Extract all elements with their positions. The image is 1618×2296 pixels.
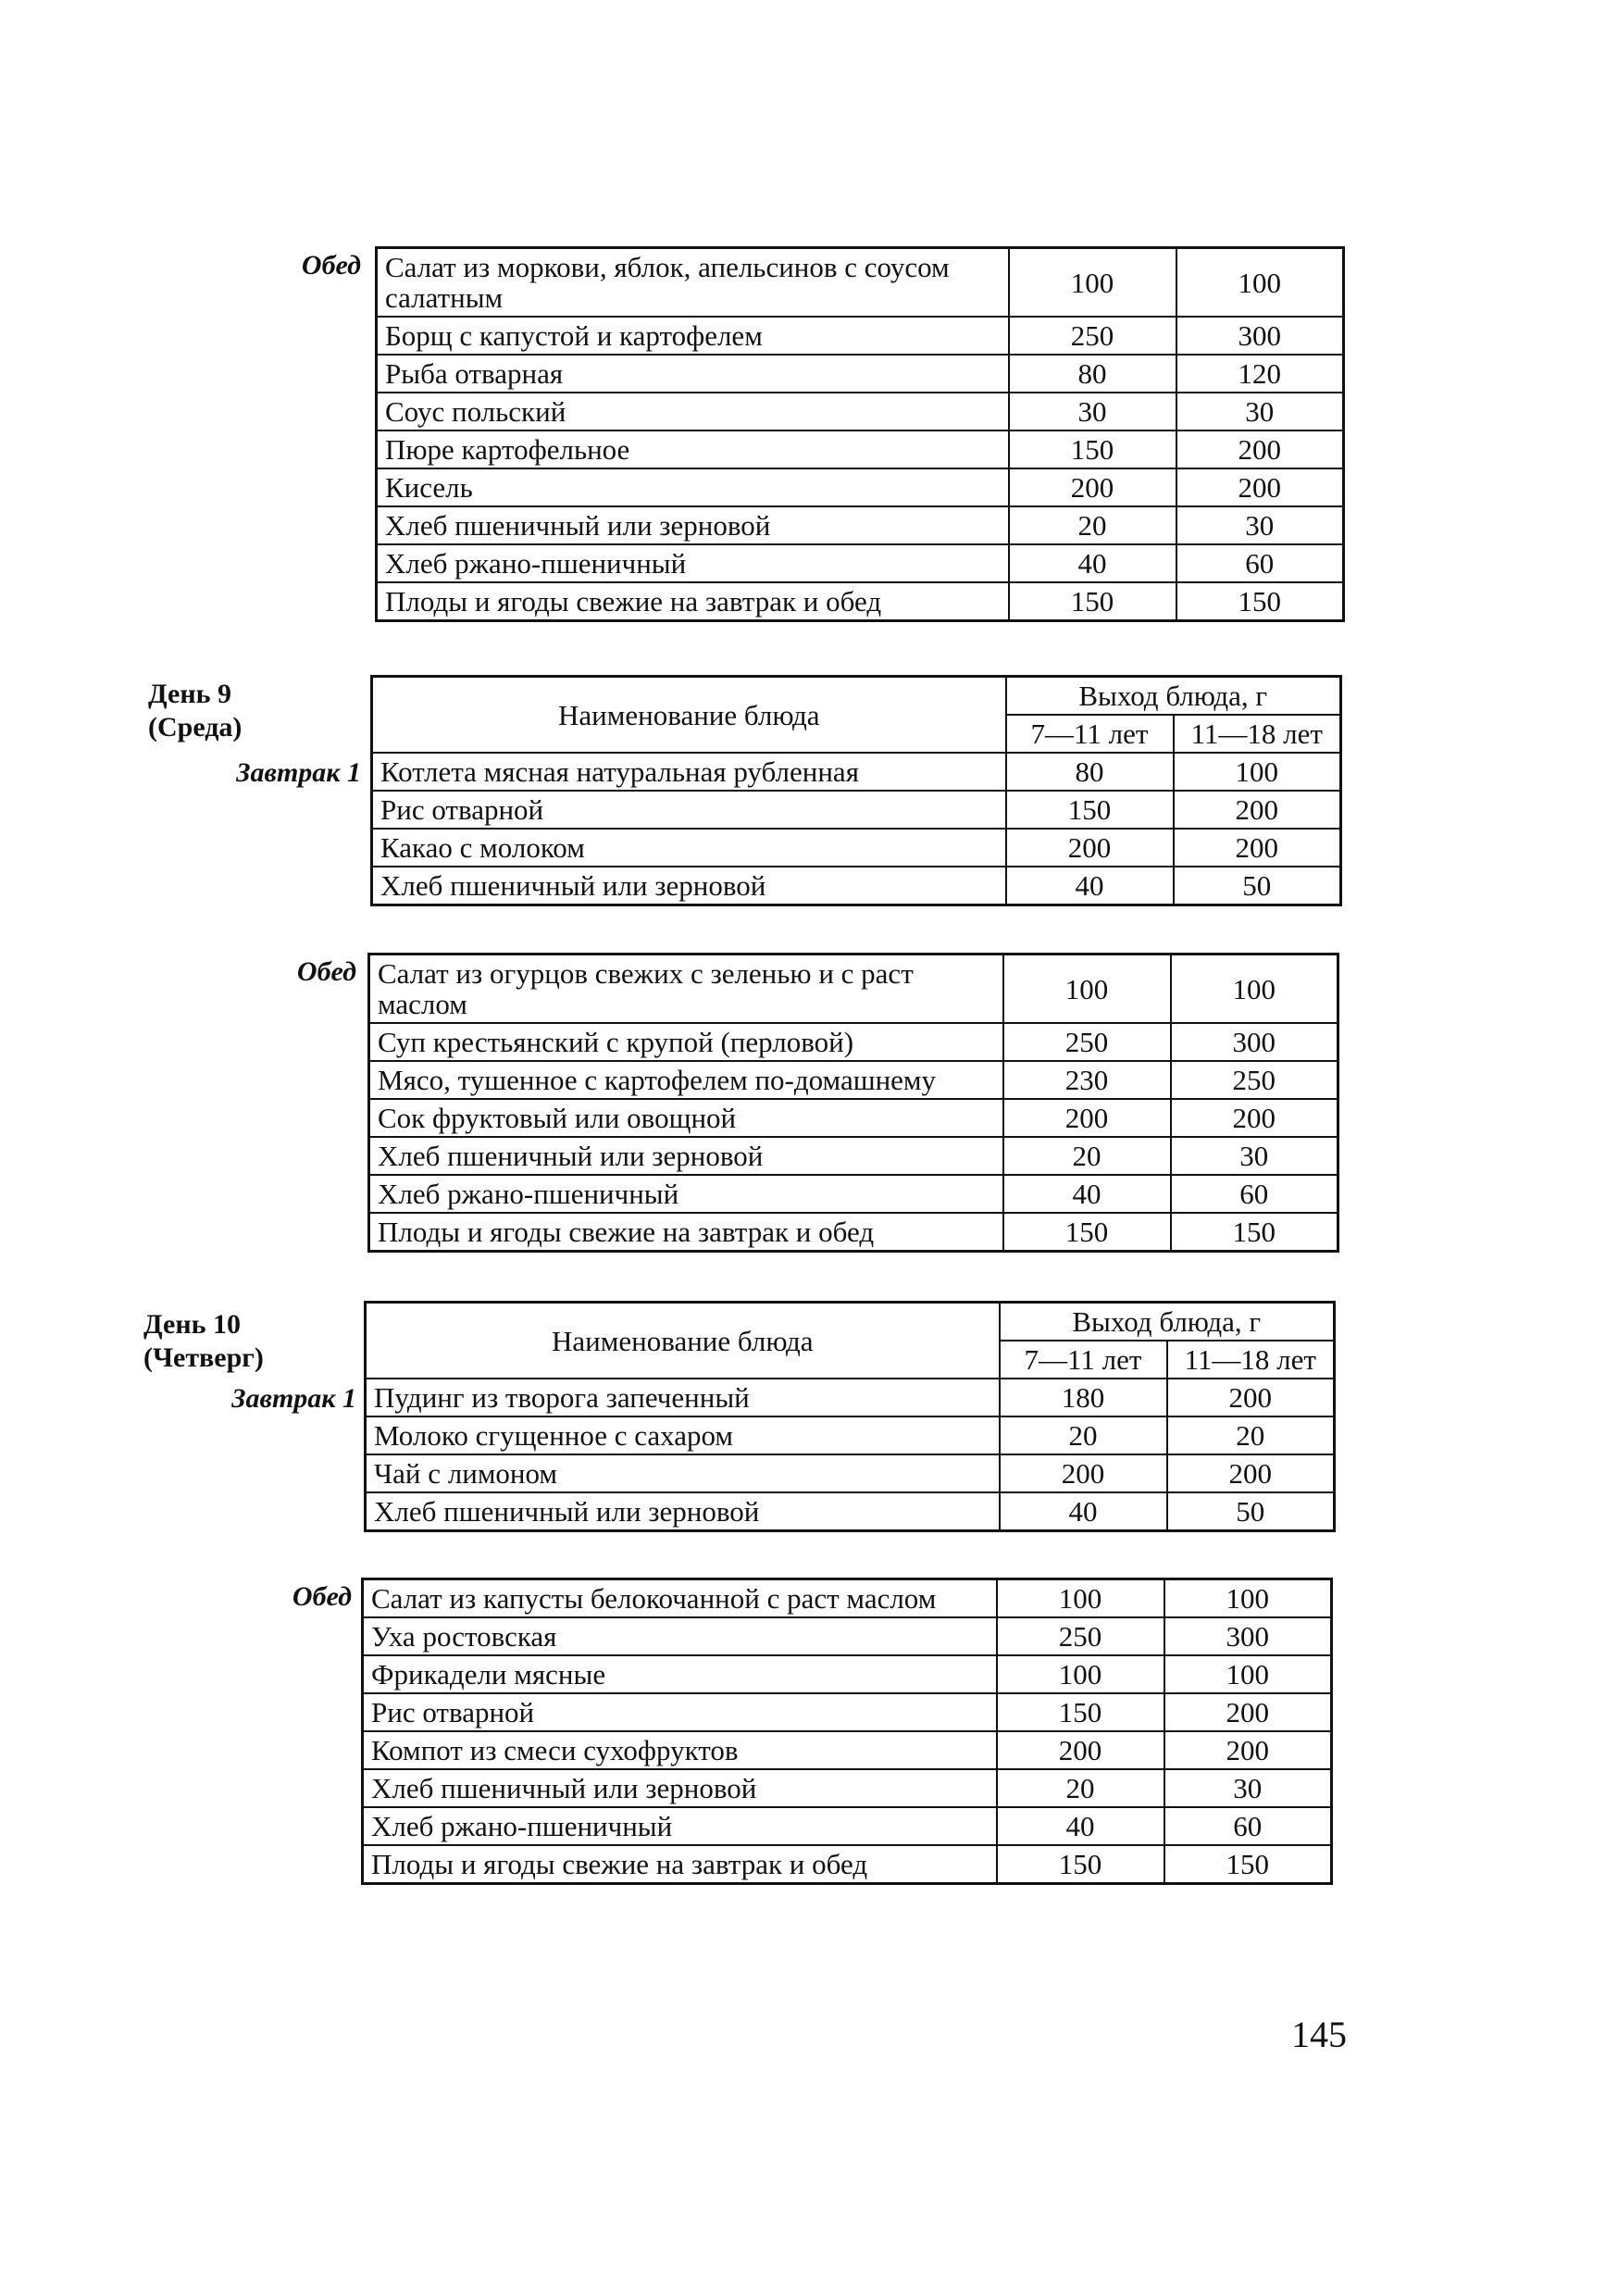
table-row [363, 1655, 1332, 1693]
day-label-9 [148, 678, 242, 744]
table-row [377, 506, 1344, 544]
yield-7-11: 80 [1009, 355, 1176, 393]
yield-11-18: 300 [1176, 317, 1344, 355]
yield-11-18: 200 [1176, 468, 1344, 506]
yield-7-11: 40 [1003, 1175, 1171, 1213]
table-row [372, 867, 1341, 905]
table-row [369, 1061, 1338, 1099]
table-row [377, 248, 1344, 318]
yield-11-18: 30 [1176, 393, 1344, 430]
dish-name: Рыба отварная [377, 355, 1009, 393]
yield-11-18: 300 [1171, 1023, 1338, 1061]
dish-name: Рис отварной [372, 791, 1006, 829]
yield-11-18: 120 [1176, 355, 1344, 393]
table-row [363, 1769, 1332, 1807]
yield-7-11: 30 [1009, 393, 1176, 430]
table-row [377, 317, 1344, 355]
weekday: (Четверг) [143, 1342, 264, 1373]
menu-table-lunch-10 [361, 1578, 1333, 1885]
yield-7-11: 200 [1003, 1099, 1171, 1137]
table-row [366, 1416, 1335, 1454]
yield-11-18: 100 [1164, 1579, 1332, 1618]
dish-name: Салат из моркови, яблок, апельсинов с соусом салатным [377, 248, 1009, 318]
yield-7-11: 80 [1006, 753, 1174, 791]
yield-7-11: 40 [1006, 867, 1174, 905]
yield-7-11: 100 [997, 1655, 1164, 1693]
yield-11-18: 250 [1171, 1061, 1338, 1099]
dish-name: Суп крестьянский с крупой (перловой) [369, 1023, 1003, 1061]
dish-name: Плоды и ягоды свежие на завтрак и обед [377, 582, 1009, 621]
section-label-breakfast: Завтрак 1 [236, 757, 361, 788]
yield-7-11: 40 [1009, 544, 1176, 582]
dish-name: Уха ростовская [363, 1617, 997, 1655]
yield-11-18: 50 [1167, 1492, 1335, 1531]
yield-7-11: 150 [1009, 582, 1176, 621]
dish-name: Хлеб пшеничный или зерновой [372, 867, 1006, 905]
dish-name: Салат из капусты белокочанной с раст маслом [363, 1579, 997, 1618]
yield-11-18: 150 [1171, 1213, 1338, 1252]
yield-11-18: 200 [1176, 430, 1344, 468]
yield-7-11: 200 [997, 1731, 1164, 1769]
dish-name: Соус польский [377, 393, 1009, 430]
menu-table-breakfast-9 [370, 675, 1342, 906]
yield-11-18: 50 [1174, 867, 1341, 905]
table-row [372, 829, 1341, 867]
yield-7-11: 200 [1000, 1454, 1167, 1492]
yield-7-11: 250 [1003, 1023, 1171, 1061]
yield-7-11: 40 [1000, 1492, 1167, 1531]
table-row [369, 1137, 1338, 1175]
yield-7-11: 20 [997, 1769, 1164, 1807]
table-row [366, 1454, 1335, 1492]
dish-name: Рис отварной [363, 1693, 997, 1731]
header-age-7-11: 7—11 лет [1006, 715, 1174, 753]
table-row [363, 1845, 1332, 1884]
header-dish-name: Наименование блюда [366, 1303, 1000, 1379]
yield-11-18: 100 [1171, 955, 1338, 1024]
weekday: (Среда) [148, 712, 243, 742]
dish-name: Салат из огурцов свежих с зеленью и с раст маслом [369, 955, 1003, 1024]
table-row [369, 1213, 1338, 1252]
page-number: 145 [1291, 2014, 1347, 2055]
dish-name: Хлеб ржано-пшеничный [377, 544, 1009, 582]
yield-11-18: 30 [1164, 1769, 1332, 1807]
menu-table-breakfast-10 [364, 1301, 1336, 1532]
dish-name: Хлеб пшеничный или зерновой [363, 1769, 997, 1807]
dish-name: Борщ с капустой и картофелем [377, 317, 1009, 355]
yield-11-18: 60 [1171, 1175, 1338, 1213]
header-yield: Выход блюда, г [1000, 1303, 1335, 1341]
yield-7-11: 150 [1009, 430, 1176, 468]
dish-name: Пудинг из творога запеченный [366, 1379, 1000, 1416]
table-row [363, 1731, 1332, 1769]
yield-7-11: 100 [1003, 955, 1171, 1024]
header-dish-name: Наименование блюда [372, 677, 1006, 754]
header-age-11-18: 11—18 лет [1167, 1341, 1335, 1379]
day-number: День 9 [148, 679, 231, 709]
yield-7-11: 100 [1009, 248, 1176, 318]
yield-7-11: 180 [1000, 1379, 1167, 1416]
yield-7-11: 150 [997, 1845, 1164, 1884]
day-number: День 10 [143, 1309, 241, 1340]
dish-name: Молоко сгущенное с сахаром [366, 1416, 1000, 1454]
yield-7-11: 150 [1006, 791, 1174, 829]
day-label-10 [143, 1308, 264, 1375]
dish-name: Пюре картофельное [377, 430, 1009, 468]
table-row [372, 791, 1341, 829]
dish-name: Кисель [377, 468, 1009, 506]
dish-name: Хлеб ржано-пшеничный [369, 1175, 1003, 1213]
menu-table-lunch-1 [375, 246, 1345, 622]
yield-7-11: 200 [1009, 468, 1176, 506]
section-label-lunch: Обед [296, 956, 356, 987]
yield-11-18: 100 [1174, 753, 1341, 791]
yield-11-18: 60 [1176, 544, 1344, 582]
dish-name: Хлеб пшеничный или зерновой [369, 1137, 1003, 1175]
header-age-11-18: 11—18 лет [1174, 715, 1341, 753]
table-row [377, 430, 1344, 468]
yield-11-18: 200 [1174, 829, 1341, 867]
yield-11-18: 200 [1164, 1731, 1332, 1769]
table-row [377, 355, 1344, 393]
dish-name: Какао с молоком [372, 829, 1006, 867]
table-row [366, 1492, 1335, 1531]
section-label-lunch: Обед [292, 1581, 352, 1612]
table-row [363, 1693, 1332, 1731]
dish-name: Хлеб пшеничный или зерновой [377, 506, 1009, 544]
yield-11-18: 30 [1176, 506, 1344, 544]
dish-name: Фрикадели мясные [363, 1655, 997, 1693]
table-row [363, 1617, 1332, 1655]
yield-11-18: 200 [1167, 1454, 1335, 1492]
table-row [377, 544, 1344, 582]
header-yield: Выход блюда, г [1006, 677, 1341, 716]
yield-11-18: 150 [1176, 582, 1344, 621]
section-label-breakfast: Завтрак 1 [231, 1383, 356, 1414]
table-row [369, 1175, 1338, 1213]
yield-7-11: 100 [997, 1579, 1164, 1618]
yield-7-11: 40 [997, 1807, 1164, 1845]
yield-11-18: 20 [1167, 1416, 1335, 1454]
yield-7-11: 230 [1003, 1061, 1171, 1099]
yield-7-11: 250 [1009, 317, 1176, 355]
menu-table-lunch-9 [367, 953, 1339, 1253]
table-row [377, 468, 1344, 506]
dish-name: Плоды и ягоды свежие на завтрак и обед [369, 1213, 1003, 1252]
dish-name: Хлеб пшеничный или зерновой [366, 1492, 1000, 1531]
yield-7-11: 250 [997, 1617, 1164, 1655]
yield-11-18: 200 [1164, 1693, 1332, 1731]
yield-7-11: 200 [1006, 829, 1174, 867]
yield-11-18: 60 [1164, 1807, 1332, 1845]
yield-7-11: 20 [1009, 506, 1176, 544]
yield-11-18: 200 [1171, 1099, 1338, 1137]
yield-11-18: 100 [1164, 1655, 1332, 1693]
dish-name: Сок фруктовый или овощной [369, 1099, 1003, 1137]
yield-11-18: 30 [1171, 1137, 1338, 1175]
table-row [366, 1379, 1335, 1416]
yield-11-18: 200 [1167, 1379, 1335, 1416]
dish-name: Плоды и ягоды свежие на завтрак и обед [363, 1845, 997, 1884]
table-row [363, 1807, 1332, 1845]
dish-name: Мясо, тушенное с картофелем по-домашнему [369, 1061, 1003, 1099]
dish-name: Компот из смеси сухофруктов [363, 1731, 997, 1769]
table-row [377, 582, 1344, 621]
table-row [377, 393, 1344, 430]
table-row [369, 955, 1338, 1024]
dish-name: Хлеб ржано-пшеничный [363, 1807, 997, 1845]
yield-7-11: 150 [997, 1693, 1164, 1731]
table-row [369, 1023, 1338, 1061]
yield-7-11: 20 [1000, 1416, 1167, 1454]
yield-11-18: 300 [1164, 1617, 1332, 1655]
table-row [369, 1099, 1338, 1137]
dish-name: Котлета мясная натуральная рубленная [372, 753, 1006, 791]
section-label-lunch: Обед [301, 250, 361, 281]
yield-7-11: 150 [1003, 1213, 1171, 1252]
table-row [363, 1579, 1332, 1618]
yield-11-18: 150 [1164, 1845, 1332, 1884]
dish-name: Чай с лимоном [366, 1454, 1000, 1492]
yield-11-18: 100 [1176, 248, 1344, 318]
header-age-7-11: 7—11 лет [1000, 1341, 1167, 1379]
table-row [372, 753, 1341, 791]
yield-7-11: 20 [1003, 1137, 1171, 1175]
yield-11-18: 200 [1174, 791, 1341, 829]
